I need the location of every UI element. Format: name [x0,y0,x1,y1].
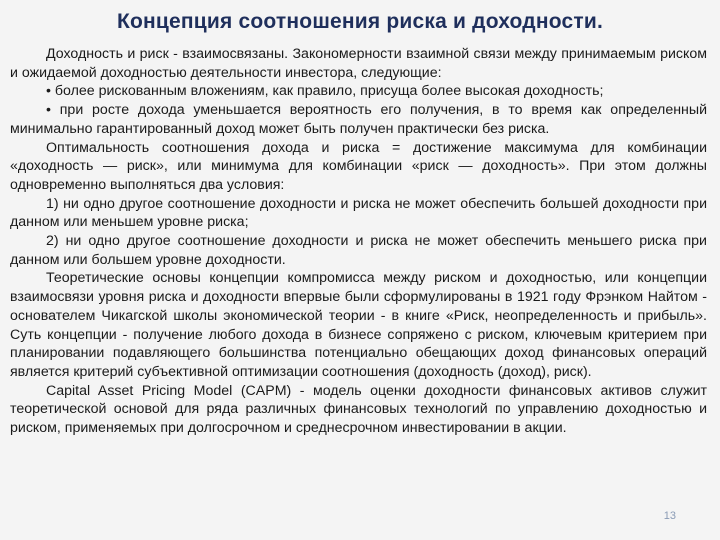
page-number: 13 [663,510,676,522]
slide-body [10,45,707,438]
condition-item: 2) ни одно другое соотношение доходности и риска не может обеспечить меньшего риска при данном или большем уровне доходности. [10,233,707,268]
paragraph-intro: Доходность и риск - взаимосвязаны. Закономерности взаимной связи между принимаемым риском и ожидаемой доходностью деятельности инвестора, следующие: [10,46,707,81]
paragraph-theory: Теоретические основы концепции компромисса между риском и доходностью, или концепции взаимосвязи уровня риска и доходности впервые были сформулированы в 1921 году Фрэнком Найтом - основателем Чикагской школы экономической теории - в книге «Риск, неопределенность и прибыль». Суть концепции - получение любого дохода в бизнесе сопряжено с риском, ключевым критерием при планировании подавляющего большинства потенциально обещающих доход финансовых операций является критерий субъективной оптимизации соотношения (доходность (доход), риск). [10,270,707,380]
bullet-item: • более рискованным вложениям, как правило, присуща более высокая доходность; [46,83,604,100]
condition-item: 1) ни одно другое соотношение доходности и риска не может обеспечить большей доходности при данном или меньшем уровне риска; [10,195,707,231]
paragraph-capm: Capital Asset Pricing Model (CAPM) - модель оценки доходности финансовых активов служит теоретической основой для ряда различных финансовых технологий по управлению доходностью и риском, применяемых при долгосрочном и среднесрочном инвестировании в акции. [10,382,707,437]
slide-title: Концепция соотношения риска и доходности. [117,10,603,33]
bullet-item: • при росте дохода уменьшается вероятность его получения, в то время как определенный минимально гарантированный доход может быть получен практически без риска. [10,102,707,137]
paragraph-optimality: Оптимальность соотношения дохода и риска = достижение максимума для комбинации «доходность — риск», или минимума для комбинации «риск — доходность». При этом должны одновременно выполняться два условия: [10,139,707,193]
